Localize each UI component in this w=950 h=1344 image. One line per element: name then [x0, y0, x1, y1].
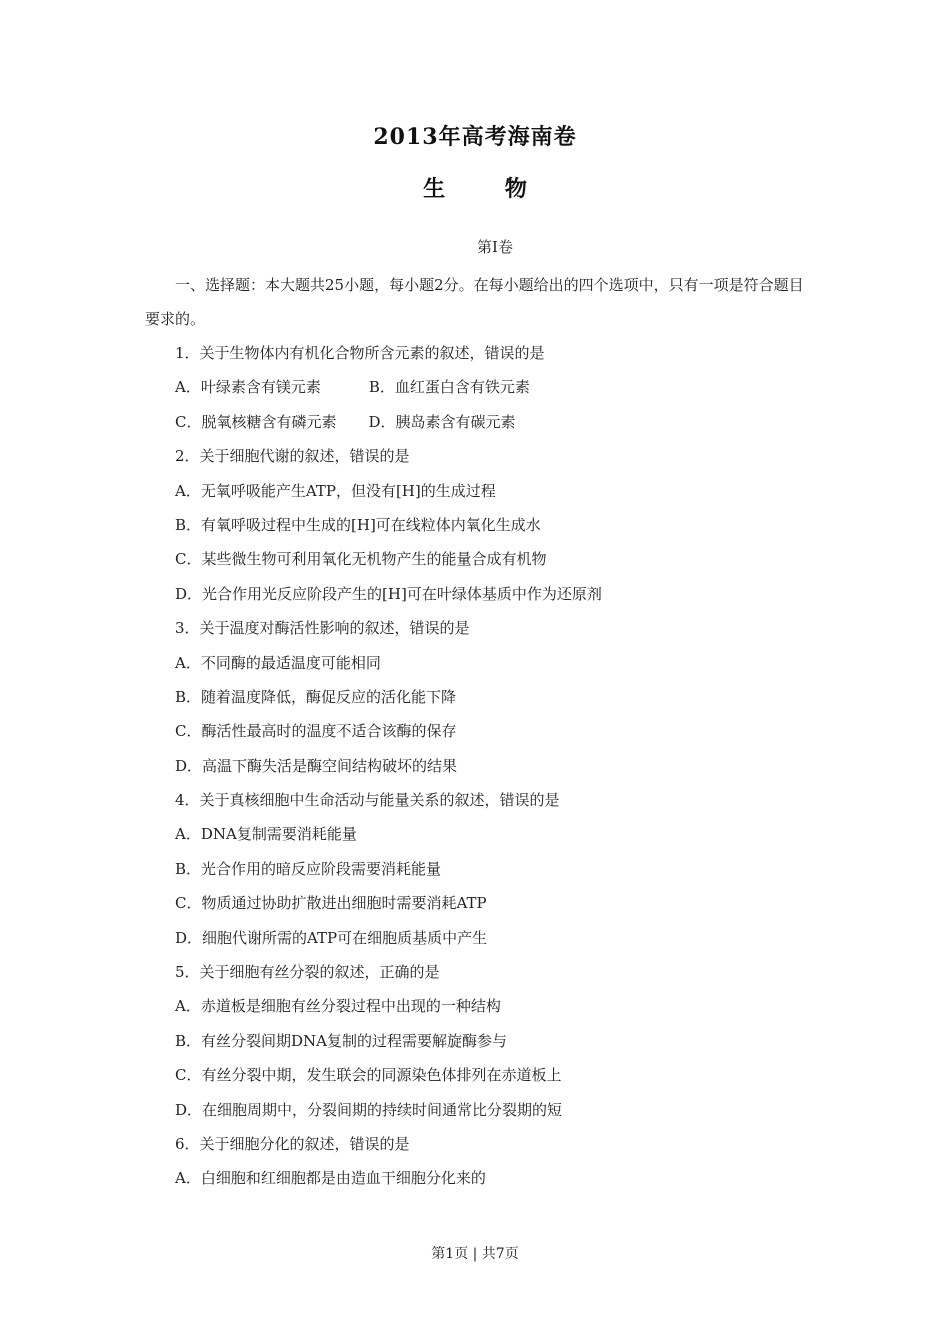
option-c: C．物质通过协助扩散进出细胞时需要消耗ATP [175, 894, 487, 913]
option-b: B．有氧呼吸过程中生成的[H]可在线粒体内氧化生成水 [175, 515, 541, 534]
option-a: A．叶绿素含有镁元素 [175, 378, 321, 397]
option-d: D．在细胞周期中，分裂间期的持续时间通常比分裂期的短 [175, 1100, 563, 1119]
option-c: C．有丝分裂中期，发生联会的同源染色体排列在赤道板上 [175, 1066, 562, 1085]
option-a: A．DNA复制需要消耗能量 [175, 825, 357, 844]
section-label: 第Ⅰ卷 [477, 238, 513, 256]
exam-subject: 生 物 [423, 176, 553, 202]
question-stem: 2．关于细胞代谢的叙述，错误的是 [175, 447, 410, 466]
page-footer: 第1页 | 共7页 [431, 1246, 519, 1262]
option-b: B．随着温度降低，酶促反应的活化能下降 [175, 687, 457, 706]
option-d: D．高温下酶失活是酶空间结构破坏的结果 [175, 756, 458, 775]
option-d: D．细胞代谢所需的ATP可在细胞质基质中产生 [175, 928, 488, 947]
question-stem: 4．关于真核细胞中生命活动与能量关系的叙述，错误的是 [175, 791, 560, 810]
option-a: A．赤道板是细胞有丝分裂过程中出现的一种结构 [175, 997, 501, 1016]
section-instructions: 一、选择题：本大题共25小题，每小题2分。在每小题给出的四个选项中，只有一项是符合题目要求的。 [145, 276, 804, 328]
option-a: A．白细胞和红细胞都是由造血干细胞分化来的 [175, 1169, 486, 1188]
exam-title: 2013年高考海南卷 [373, 124, 577, 150]
option-c: C．某些微生物可利用氧化无机物产生的能量合成有机物 [175, 550, 547, 569]
option-b: B．有丝分裂间期DNA复制的过程需要解旋酶参与 [175, 1031, 508, 1050]
option-c: C．脱氧核糖含有磷元素 [175, 412, 337, 431]
question-list [175, 336, 835, 1196]
option-row [175, 370, 835, 404]
option-b: B．光合作用的暗反应阶段需要消耗能量 [175, 859, 442, 878]
option-d: D．光合作用光反应阶段产生的[H]可在叶绿体基质中作为还原剂 [175, 584, 602, 603]
option-row [175, 405, 835, 439]
question-stem: 3．关于温度对酶活性影响的叙述，错误的是 [175, 619, 470, 638]
question-stem: 6．关于细胞分化的叙述，错误的是 [175, 1134, 410, 1153]
option-d: D．胰岛素含有碳元素 [368, 412, 516, 431]
option-c: C．酶活性最高时的温度不适合该酶的保存 [175, 722, 457, 741]
question-stem: 5．关于细胞有丝分裂的叙述，正确的是 [175, 963, 440, 982]
option-b: B．血红蛋白含有铁元素 [368, 378, 530, 397]
option-a: A．不同酶的最适温度可能相同 [175, 653, 381, 672]
question-stem: 1．关于生物体内有机化合物所含元素的叙述，错误的是 [175, 344, 545, 362]
option-a: A．无氧呼吸能产生ATP，但没有[H]的生成过程 [175, 481, 496, 500]
